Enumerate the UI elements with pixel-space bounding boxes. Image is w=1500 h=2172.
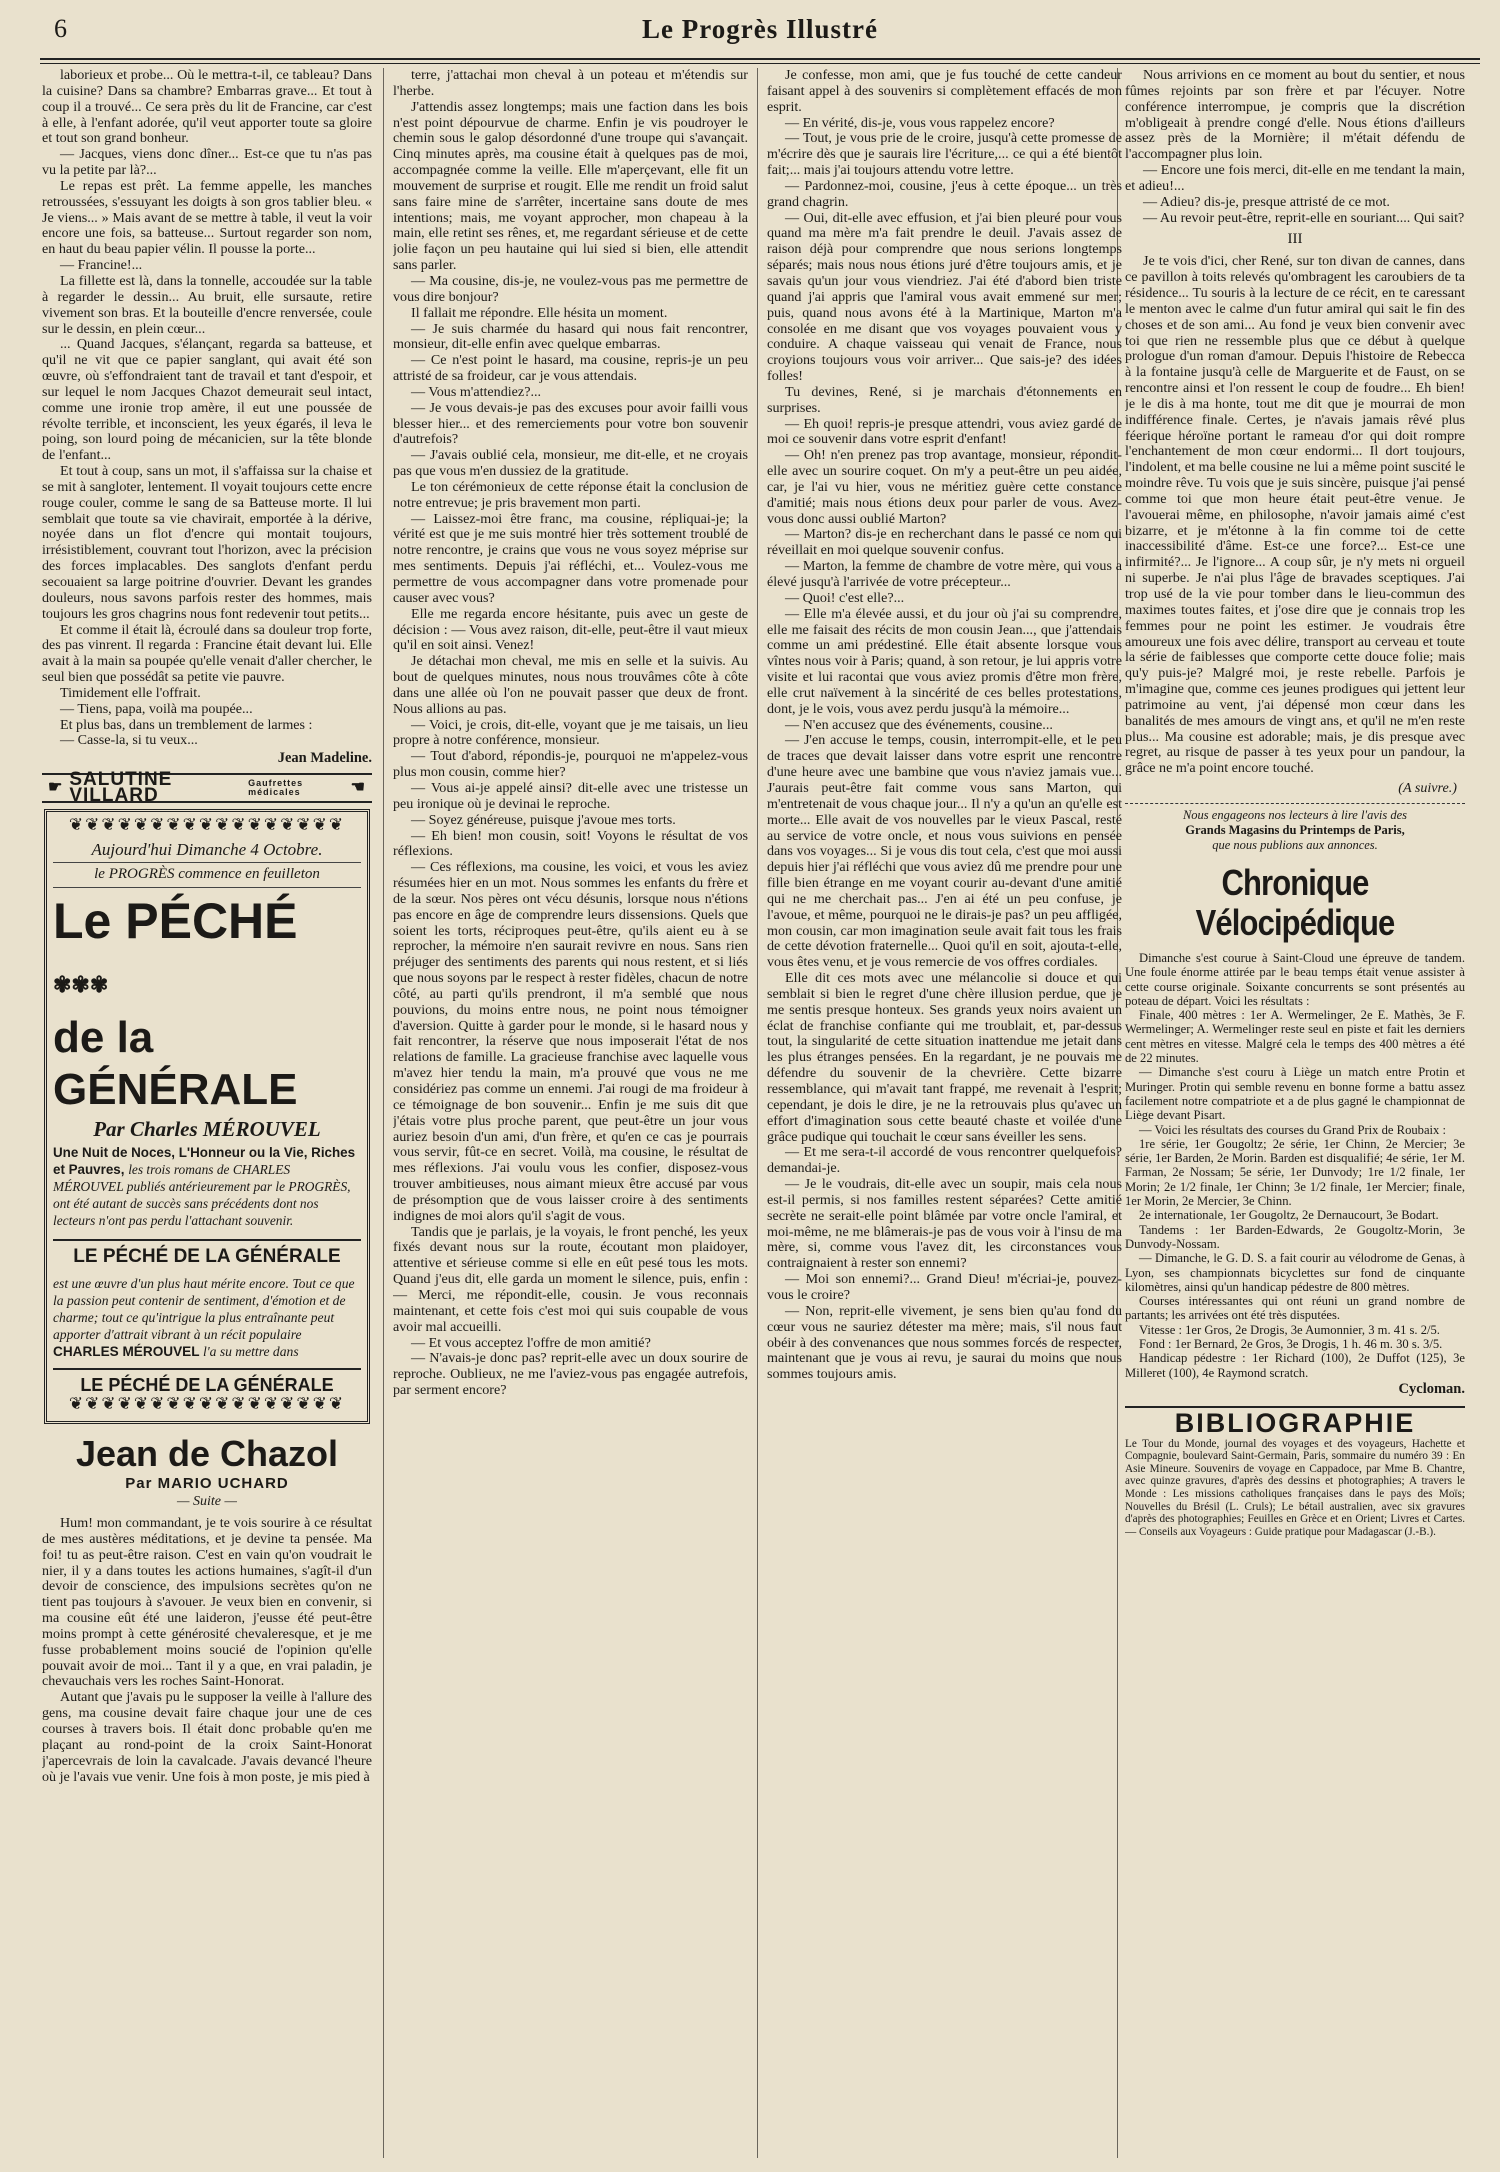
paragraph: Et plus bas, dans un tremblement de larmes : <box>60 716 313 733</box>
column-3 <box>767 68 1122 2163</box>
paragraph: 2e internationale, 1er Gougoltz, 2e Dernaucourt, 3e Bodart. <box>1139 1208 1439 1223</box>
paragraph: — N'en accusez que des événements, cousine... <box>785 716 1053 733</box>
paragraph: — Casse-la, si tu veux... <box>60 732 198 749</box>
feuilleton-suite: — Suite — <box>177 1494 237 1510</box>
feuilleton-text-end <box>1125 68 1465 226</box>
paragraph: Je confesse, mon ami, que je fus touché de cette candeur faisant appel à des souvenirs si complètement effacés de mon esprit. <box>767 68 1122 115</box>
paragraph: — Dimanche s'est couru à Liège un match entre Protin et Muringer. Protin qui semble revenu en bonne forme a battu assez facilement notre compatriote et a de plus gagné le championnat de Liège devant Pisart. <box>1125 1065 1465 1123</box>
page-header <box>40 14 1480 54</box>
paragraph: — Marton? dis-je en recherchant dans le passé ce nom qui réveillait en moi quelque souvenir confus. <box>767 526 1122 559</box>
paragraph: Tandis que je parlais, je la voyais, le front penché, les yeux fixés devant nous sur la route, écoutant mon plaidoyer, attentive et sérieuse comme si elle en eût pesé tous les mots. Quand j'eus dit, elle garda un moment le silence, puis, enfin : — Merci, me répondit-elle, cousin. Je vous reconnais maintenant, et cette fois c'est moi qui suis coupable de vous avoir mal accueilli. <box>393 1223 748 1335</box>
ad-quote-text: est une œuvre d'un plus haut mérite encore. Tout ce que la passion peut contenir de sentiment, d'émotion et de charme; tout ce qu'intrigue la plus entraînante peut apporter d'attrait vibrant à un récit populaire <box>53 1275 355 1342</box>
paragraph: — Quoi! c'est elle?... <box>785 589 905 606</box>
ornament-border: ❦❦❦❦❦❦❦❦❦❦❦❦❦❦❦❦❦ <box>68 815 346 835</box>
to-be-continued: (A suivre.) <box>1398 780 1457 797</box>
paragraph: — Oh! n'en prenez pas trop avantage, monsieur, répondit-elle avec un sourire coquet. On m'y a peut-être un peu aidée, car, je l'ai vu hier, vous ne méritiez guère cette constance d'amitié; mais nous étions deux pour parler de vous. Avez-vous donc aussi oublié Marton? <box>767 447 1122 527</box>
column-1 <box>42 68 372 2163</box>
notice-italic: Nous engageons nos lecteurs à lire l'avis des <box>1182 807 1408 822</box>
chronique-title: Chronique Vélocipédique <box>1195 861 1395 943</box>
paragraph: — Je suis charmée du hasard qui nous fait rencontrer, monsieur, dit-elle enfin avec quelque embarras. <box>393 320 748 353</box>
paragraph: Handicap pédestre : 1er Richard (100), 2e Duffot (125), 3e Milleret (100), 4e Raymond scratch. <box>1125 1351 1465 1380</box>
ad-quote-end: l'a su mettre dans <box>202 1343 299 1359</box>
paragraph: — Laissez-moi être franc, ma cousine, répliquai-je; la vérité est que je me suis montré hier très sottement troublé de notre rencontre, je crains que vous ne vous soyez méprise sur mes sentiments. Depuis j'ai réfléchi, et... Voulez-vous me permettre de vous accompagner dans votre promenade pour causer avec vous? <box>393 510 748 606</box>
paragraph: — Ma cousine, dis-je, ne voulez-vous pas me permettre de vous dire bonjour? <box>393 272 748 305</box>
paragraph: — Vous ai-je appelé ainsi? dit-elle avec une tristesse un peu ironique où je devinai le reproche. <box>393 779 748 812</box>
paragraph: — Tiens, papa, voilà ma poupée... <box>60 700 253 717</box>
paragraph: Et comme il était là, écroulé dans sa douleur trop forte, des pas vinrent. Il regarda : Francine était devant lui. Elle avait à la main sa poupée qu'elle venait d'aller chercher, le seul bien que possédât sa petite vie pauvre. <box>42 621 372 686</box>
paragraph: — Encore une fois merci, dit-elle en me tendant la main, et adieu!... <box>1125 162 1465 194</box>
paragraph: Nous arrivions en ce moment au bout du sentier, et nous fûmes rejoints par son frère et par l'écuyer. Notre conférence interrompue, je compris que la discrétion m'obligeait à prendre congé d'elle. Nous étions d'ailleurs assez près de la Mornière; il m'était défendu de l'accompagner plus loin. <box>1125 68 1465 163</box>
paragraph: Il fallait me répondre. Elle hésita un moment. <box>411 304 668 321</box>
column-2 <box>393 68 748 2163</box>
paragraph: — Je le voudrais, dit-elle avec un soupir, mais cela nous est-il permis, si nos familles restent séparées? Cette amitié secrète ne serait-elle point blâmée par votre oncle l'amiral, et moi-même, ne me blâmerais-je pas de vous voir à l'insu de ma mère, si, comme vous l'avez dit, les circonstances vous contraignaient à rester son ennemi? <box>767 1176 1122 1272</box>
paragraph: Je détachai mon cheval, me mis en selle et la suivis. Au bout de quelques minutes, nous nous trouvâmes côte à côte dans une allée où l'on ne pouvait passer que deux de front. Nous allions au pas. <box>393 653 748 717</box>
story-signature: Jean Madeline. <box>277 750 372 767</box>
paragraph: — Marton, la femme de chambre de votre mère, qui vous a élevé jusqu'à l'arrivée de votre précepteur... <box>767 558 1122 590</box>
pointing-hand-icon: ☚ <box>350 779 366 797</box>
bibliographie-text: Le Tour du Monde, journal des voyages et des voyageurs, Hachette et Compagnie, boulevard Saint-Germain, Paris, sommaire du numéro 39 : En Asie Mineure. Souvenirs de voyage en Cappadoce, par Mme B. Chantre, avec quinze gravures, d'après des dessins et photographies; A travers le Monde : Les missions catholiques françaises dans le pays des Moïs; Nouvelles du Brésil (L. Cruls); Le bétail australien, avec six gravures d'après des photographies; Feuilles en Grèce et en Orient; Livres et Cartes. — Conseils aux Voyageurs : Guide pratique pour Madagascar (J.-B.). <box>1125 1437 1465 1538</box>
paragraph: — Jacques, viens donc dîner... Est-ce que tu n'as pas vu la petite par là?... <box>42 146 372 179</box>
paragraph: — Au revoir peut-être, reprit-elle en souriant.... Qui sait? <box>1143 209 1465 226</box>
ornament-icon: ✾✾✾ <box>53 971 109 997</box>
paragraph: Le ton cérémonieux de cette réponse était la conclusion de notre entrevue; je pris bravement mon parti. <box>393 478 748 511</box>
paragraph: — Tout, je vous prie de le croire, jusqu'à cette promesse de m'écrire dès que je saurais lire l'écriture,... ce qui a été bientôt fait;... mais j'ai toujours attendu votre lettre. <box>767 130 1122 179</box>
paragraph: Finale, 400 mètres : 1er A. Wermelinger, 2e E. Mathès, 3e F. Wermelinger; A. Wermelinger reste seul en piste et fait les derniers cent mètres en vitesse. Malgré cela le temps des 400 mètres a été de 22 minutes. <box>1125 1008 1465 1066</box>
paragraph: — Tout d'abord, répondis-je, pourquoi ne m'appelez-vous plus mon cousin, comme hier? <box>393 748 748 781</box>
paragraph: — Francine!... <box>60 257 143 274</box>
paragraph: Le repas est prêt. La femme appelle, les manches retroussées, s'essuyant les doigts à son gros tablier bleu. « Je viens... » Mais avant de se mettre à table, il veut la voir encore une fois, sa batteuse... Surtout regarder son nom, en haut du beau papier vélin. Il pousse la porte... <box>42 177 372 258</box>
column-4 <box>1125 68 1465 2163</box>
paragraph: — Dimanche, le G. D. S. a fait courir au vélodrome de Genas, à Lyon, ses championnats bicyclettes sur fond de cinquante kilomètres, ainsi qu'un handicap pédestre de 800 mètres. <box>1125 1251 1465 1294</box>
paragraph: J'attendis assez longtemps; mais une faction dans les bois n'est point dépourvue de charme. Enfin je vis poudroyer le chemin sous le galop désordonné d'une troupe qui s'avançait. Cinq minutes après, ma cousine était à quelques pas de moi, accompagnée comme la veille. Elle m'aperçevant, elle fit un mouvement de surprise et rougit. Elle me rendit un froid salut sans faire mine de s'arrêter, incertaine sans doute de mes intentions; mais, me voyant approcher, mon chapeau à la main, elle retint ses rênes, et, me regardant sérieuse et de cette jolie façon un peu hautaine qui lui sied si bien, elle attendit sans parler. <box>393 98 748 274</box>
newspaper-title: Le Progrès Illustré <box>642 14 878 44</box>
story-text <box>42 68 372 749</box>
paragraph: — En vérité, dis-je, vous vous rappelez encore? <box>785 114 1055 131</box>
salutine-small-label: Gaufrettes médicales <box>248 778 304 798</box>
ad-body-bold: Une Nuit de Noces, L'Honneur ou la Vie, Riches et Pauvres, <box>53 1144 356 1177</box>
paragraph: — Voici les résultats des courses du Grand Prix de Roubaix : <box>1139 1122 1446 1137</box>
paragraph: Dimanche s'est courue à Saint-Cloud une épreuve de tandem. Une foule énorme attirée par le beau temps était venue assister à cette course originale. Soixante concurrents se sont présentés au poteau de départ. Voici les résultats : <box>1125 950 1465 1008</box>
pointing-hand-icon: ☛ <box>48 779 64 797</box>
paragraph: — Je vous devais-je pas des excuses pour avoir failli vous blesser hier... et des remerciements pour votre bon souvenir d'autrefois? <box>393 399 748 448</box>
ad-date: Aujourd'hui Dimanche 4 Octobre. <box>91 840 323 860</box>
paragraph: — N'avais-je donc pas? reprit-elle avec un doux sourire de reproche. Oublieux, ne me l'aviez-vous pas engagée autrefois, par serment encore? <box>393 1350 748 1399</box>
paragraph: Et tout à coup, sans un mot, il s'affaissa sur la chaise et se mit à sangloter, lentement. Il voyait toujours cette encre rouge couler, comme le sang de sa Batteuse morte. Il lui semblait que toute sa vie chavirait, emportée à la dérive, noyée dans un flot d'encre qui montait toujours, irrésistiblement, couvrant tout l'horizon, avec la précision des forces implacables. Des sanglots d'enfant perdu secouaient sa large poitrine d'ouvrier. Devant les grandes douleurs, nous savons parfois rester des hommes, mais toujours les gros chagrins nous font redevenir tout petits... <box>42 463 372 622</box>
paragraph: — Vous m'attendiez?... <box>411 383 542 400</box>
paragraph: — Non, reprit-elle vivement, je sens bien qu'au fond du cœur vous ne sauriez détester ma mère; mais, s'il nous faut obéir à des convenances que nous sommes forcés de respecter, maintenant que je vous ai revu, je saurai du moins que nous sommes toujours amis. <box>767 1302 1122 1383</box>
paragraph: — Adieu? dis-je, presque attristé de ce mot. <box>1143 193 1390 210</box>
printemps-notice <box>1125 803 1465 853</box>
paragraph: — Voici, je crois, dit-elle, voyant que je me taisais, un lieu propre à notre conférence, monsieur. <box>393 716 748 749</box>
ad-title-line2: de la GÉNÉRALE <box>53 1012 298 1114</box>
chapter-number: III <box>1287 231 1303 248</box>
feuilleton-author: Par MARIO UCHARD <box>125 1475 289 1493</box>
paragraph: — J'en accuse le temps, cousin, interrompit-elle, et le peu de traces que devait laisser dans votre esprit une rencontre d'une heure avec une bambine que vous n'aviez jamais vue... J'aurais peut-être fait comme vous sans Marton, qui m'entretenait de vous chaque jour... Il n'y a qu'un an qu'elle est morte... Elle avait de vos nouvelles par le vieux Pascal, resté au service de votre oncle, et nous vous suivions en pensée dans vos voyages... Si je vous dis tout cela, c'est que moi aussi depuis hier j'ai réfléchi que vous aviez dû me prendre pour une fille bien étrange en me voyant courir au-devant d'une amitié qui ne me cherchait pas... J'en ai été un peu confuse, je l'avoue, et même, pourquoi ne le dirais-je pas? un peu affligée, mon cousin, car mon imagination seule avait fait tous les frais de cette dévotion fraternelle... Quoi qu'il en soit, ajouta-t-elle, vous êtes venu, et je vous remercie de vos offres cordiales. <box>767 732 1122 971</box>
notice-bold: Grands Magasins du Printemps de Paris, <box>1185 822 1405 837</box>
paragraph: Elle me regarda encore hésitante, puis avec un geste de décision : — Vous avez raison, dit-elle, peut-être il vaut mieux qu'il en soit ainsi. Venez! <box>393 605 748 654</box>
ornament-border: ❦❦❦❦❦❦❦❦❦❦❦❦❦❦❦❦❦ <box>68 1394 346 1414</box>
salutine-label: SALUTINE VILLARD <box>69 769 173 807</box>
feuilleton-chapter-text <box>1125 254 1465 777</box>
paragraph: terre, j'attachai mon cheval à un poteau et m'étendis sur l'herbe. <box>393 68 748 99</box>
paragraph: ... Quand Jacques, s'élançant, regarda sa batteuse, et qu'il ne vit que ce papier sanglant, qui avait été son œuvre, où s'effondraient tant de travail et tant d'espoir, et sur lequel le nom Jacques Chazot demeurait seul intact, comme une ironie trop amère, il eut une poussée de révolte terrible, et inconscient, les yeux égarés, il leva le poing, son lourd poing de mécanicien, sur la tête blonde de l'enfant... <box>42 336 372 464</box>
chronique-signature: Cycloman. <box>1398 1380 1465 1397</box>
paragraph: Elle dit ces mots avec une mélancolie si douce et qui semblait si bien le regret d'une chère illusion perdue, que je me sentis presque honteux. Ses grands yeux noirs avaient un éclat de franchise confiante qui me troublait, et, par-dessus tout, la singularité de cette situation inattendue me jetait dans les plus étranges pensées. En la regardant, je ne pouvais me défendre du souvenir de la chevrière. Cette bizarre ressemblance, qui m'avait tant frappé, me revenait à l'esprit; cependant, je dois le dire, je ne la retrouvais plus qu'avec un effort d'imagination sous cette beauté chaste et voilée d'une grâce pudique qui touchait le cœur sans éveiller les sens. <box>767 970 1122 1145</box>
paragraph: Courses intéressantes qui ont réuni un grand nombre de partants; les arrivées ont été très disputées. <box>1125 1294 1465 1323</box>
ad-body <box>53 1144 361 1229</box>
paragraph: — Pardonnez-moi, cousine, j'eus à cette époque... un très grand chagrin. <box>767 177 1122 210</box>
paragraph: Tandems : 1er Barden-Edwards, 2e Gougoltz-Morin, 3e Dunvody-Nossam. <box>1125 1222 1465 1251</box>
ad-feuilleton-line: le PROGRÈS commence en feuilleton <box>53 862 361 888</box>
header-rule-thin <box>40 63 1480 64</box>
feuilleton-text <box>42 1516 372 1785</box>
column-divider <box>383 68 384 2158</box>
ad-repeat-title-2: LE PÉCHÉ DE LA GÉNÉRALE <box>53 1368 361 1394</box>
feuilleton-text-continued <box>393 68 748 1399</box>
paragraph: laborieux et probe... Où le mettra-t-il, ce tableau? Dans la cuisine? Dans sa chambre? Embarras grave... Et tout à coup il a trouvé... Ce sera près du lit de Francine, car c'est à elle, à l'enfant adorée, qu'il veut apporter toute sa gloire et tout son grand bonheur. <box>42 68 372 147</box>
paragraph: — Eh quoi! repris-je presque attendri, vous aviez gardé de moi ce souvenir dans votre esprit d'enfant! <box>767 415 1122 448</box>
ad-body-rest: les trois romans de CHARLES MÉROUVEL publiés antérieurement par le PROGRÈS, ont été autant de succès sans précédents dont nos lecteurs n'ont pas perdu l'attachant souvenir. <box>53 1161 351 1228</box>
ad-title-text1: Le PÉCHÉ <box>53 892 298 949</box>
paragraph: — Et me sera-t-il accordé de vous rencontrer quelquefois? demandai-je. <box>767 1144 1122 1177</box>
paragraph: Vitesse : 1er Gros, 2e Drogis, 3e Aumonnier, 3 m. 41 s. 2/5. <box>1139 1322 1440 1337</box>
paragraph: — Ce n'est point le hasard, ma cousine, repris-je un peu attristé de sa froideur, car je vous attendais. <box>393 352 748 385</box>
paragraph: — Ces réflexions, ma cousine, les voici, et vous les aviez résumées hier en un mot. Nous sommes les enfants du frère et de la sœur. Nos pères ont vécu désunis, lorsque nous n'étions pas encore en âge de comprendre leurs dissensions. Quels que soient les torts, réciproques peut-être, qu'ils aient eu à se reprocher, la mémoire n'en saurait revivre en nous. Sans rien préjuger des sentiments des parents qui nous restent, et si liés que nous soyons par le respect à rester fidèles, chacun de notre côté, au parti qu'ils prendront, il m'a semblé que nous pouvions, du moins entre nous, ne point nous témoigner d'aversion. Quitte à garder pour le monde, si le hasard nous y fait rencontrer, la réserve que nous imposerait l'état de nos relations de famille. La gracieuse franchise avec laquelle vous m'avez hier tendu la main, m'a prouvé que vous ne me considériez pas comme un ennemi. J'ai rougi de ma froideur à ce témoignage de bon souvenir... Enfin je me suis dit que j'étais votre plus proche parent, que peut-être un jour vous auriez besoin d'un ami, d'un frère, et qu'en ce cas je pourrais vous servir, fût-ce en secret. Voilà, ma cousine, le résultat de mes réflexions. J'ai voulu vous les confier, disposez-vous trouver ambitieuses, nous aimant mieux être accusé par vous de présomption que de vous laisser croire à des sentiments indignes de moi alors qu'il s'agit de vous. <box>393 859 748 1224</box>
feuilleton-advertisement <box>44 809 370 1424</box>
chronique-text <box>1125 951 1465 1380</box>
paragraph: — Moi son ennemi?... Grand Dieu! m'écriai-je, pouvez-vous le croire? <box>767 1271 1122 1303</box>
ad-quote-author: CHARLES MÉROUVEL <box>53 1343 200 1359</box>
paragraph: Autant que j'avais pu le supposer la veille à l'allure des gens, ma cousine devait faire chaque jour une de ces courses à travers bois. Il était donc probable qu'en me plaçant au rond-point de la croix Saint-Honorat j'apercevrais de loin la cavalcade. J'avais devancé l'heure où je l'avais vue venir. Une fois à mon poste, je mis pied à <box>42 1689 372 1785</box>
paragraph: — Elle m'a élevée aussi, et du jour où j'ai su comprendre, elle me faisait des récits de mon cousin Jean..., que j'attendais comme un ami prédestiné. Elle était absente lorsque vous vîntes nous voir à Paris; quand, à son retour, je lui appris votre visite et lui racontai que vous aviez promis d'être mon frère, elle crut naïvement à la sincérité de ces belles protestations, dont, je le vois, vous avez perdu jusqu'à la mémoire... <box>767 605 1122 717</box>
salutine-ad <box>42 769 372 807</box>
paragraph: — Et vous acceptez l'offre de mon amitié? <box>411 1334 651 1351</box>
paragraph: Timidement elle l'offrait. <box>60 684 201 701</box>
paragraph: — Eh bien! mon cousin, soit! Voyons le résultat de vos réflexions. <box>393 827 748 860</box>
paragraph: Hum! mon commandant, je te vois sourire à ce résultat de mes austères méditations, et je devine ta pensée. Ma foi! tu as peut-être raison. C'est en vain qu'on voudrait le nier, il y a dans toutes les actions humaines, s'agît-il d'un devoir de conscience, des impulsions secrètes qu'on ne tient pas toujours à s'avouer. Je veux bien en convenir, si ma cousine eût été une laideron, j'eusse été peut-être moins prompt à cette générosité chevaleresque, et je me fusse probablement moins soucié de l'opinion qu'elle pouvait avoir de moi... Tant il y a que, en vrai paladin, je chevauchais vers les roches Saint-Honorat. <box>42 1515 372 1690</box>
paragraph: Tu devines, René, si je marchais d'étonnements en surprises. <box>767 383 1122 416</box>
paragraph: Fond : 1er Bernard, 2e Gros, 3e Drogis, 1 h. 46 m. 30 s. 3/5. <box>1139 1336 1443 1351</box>
ad-title-line1 <box>53 894 361 1012</box>
column-divider <box>757 68 758 2158</box>
ad-author: Par Charles MÉROUVEL <box>93 1116 321 1141</box>
ad-repeat-title: LE PÉCHÉ DE LA GÉNÉRALE <box>53 1239 361 1265</box>
paragraph: 1re série, 1er Gougoltz; 2e série, 1er Chinn, 2e Mercier; 3e série, 1er Barden, 2e Morin. Barden est disqualifié; 4e série, 1er M. Farman, 2e Nossam; 5e série, 1er Dunvody; 1re 1/2 finale, 1er Morin; 2e 1/2 finale, 1er Chinn; 3e 1/2 finale, 1er Mercier; finale, 1er Morin, 2e Mercier, 3e Chinn. <box>1125 1136 1465 1209</box>
bibliographie-title: BIBLIOGRAPHIE <box>1125 1406 1465 1432</box>
paragraph: — Oui, dit-elle avec effusion, et j'ai bien pleuré pour vous quand ma mère m'a fait prendre le deuil. J'avais assez de raison déjà pour comprendre que nous serions longtemps séparés; mais nous nous étions juré d'être toujours amis, et je savais qu'un jour vous viendriez. J'ai été d'abord bien triste quand j'ai appris que l'amiral vous avait emmené sur mer; puis, quand nous avons été à la Martinique, Marton m'a consolée en me disant que vos voyages pouvaient vous y conduire. A chaque vaisseau qui venait de France, nous croyions toujours vous voir arriver... Que sais-je? des idées folles! <box>767 209 1122 385</box>
paragraph: — Soyez généreuse, puisque j'avoue mes torts. <box>411 811 676 828</box>
paragraph: La fillette est là, dans la tonnelle, accoudée sur la table à regarder le dessin... Au bruit, elle sursaute, retire vivement son bras. Et la bouteille d'encre renversée, coule sur le dessin, en plein cœur... <box>42 272 372 337</box>
header-rule <box>40 58 1480 60</box>
feuilleton-text-continued <box>767 68 1122 1383</box>
feuilleton-title: Jean de Chazol <box>75 1433 339 1475</box>
paragraph: — J'avais oublié cela, monsieur, me dit-elle, et ne croyais pas que vous m'en dussiez de la gratitude. <box>393 447 748 480</box>
paragraph: Je te vois d'ici, cher René, sur ton divan de cannes, dans ce pavillon à toits relevés qu'ombragent les caroubiers de ta résidence... Tu souris à la lecture de ce récit, en te caressant le menton avec le calme d'un futur amiral qui sait le fin des choses et de son ami... Au fond je veux bien convenir avec toi que rien ne ressemble plus que ce début à quelque prologue d'un roman d'amour. Depuis l'histoire de Rebecca à la fontaine jusqu'à celle de Marguerite et de Faust, on se rencontre ainsi et l'on ressent le coup de foudre... Eh bien! je le dis à ma honte, tout me dit que je mourrai de mon indifférence finale. Certes, je n'avais jamais rêvé plus féerique héroïne portant le rameau d'or qui doit rompre l'enchantement de mon cœur endormi... Il dort toujours, l'indolent, et ma belle cousine ne lui a même point suscité le moindre rêve. Tu vois que je suis sincère, puisque j'ai pensé comme toi que mon heure était peut-être venue. Je l'avouerai même, en philosophe, n'avoir jamais aimé c'est bizarre, et je m'étonne à la fin comme toi de cette inaccessibilité d'âme. Est-ce une force?... Est-ce une infirmité?... Je l'ignore... A coup sûr, je n'y mets ni orgueil ni superbe. Je n'ai plus l'âge de bravades sceptiques. J'ai trop usé de la vie pour tomber dans le lieu-commun des maximes toutes faites, et j'ose dire que je connais trop les femmes pour ne point les estimer. Je voudrais être amoureux une fois avec délire, transport au cerveau et toute la série de faiblesses que comporte cette douce folie; mais qu'y puis-je? Malgré moi, je reste rebelle. Parfois je m'imagine que, comme ces jeunes prodigues qui jettent leur patrimoine au vent, j'ai dépensé mon cœur dans les banalités de mes amours de vingt ans, et qu'il ne m'en reste plus... Ma cousine est adorable; mais, je dis presque avec regret, au risque de passer à tes yeux pour un pandour, la grâce ne m'a point encore touché. <box>1125 253 1465 777</box>
notice-end: que nous publions aux annonces. <box>1212 837 1378 852</box>
ad-quote <box>53 1275 361 1360</box>
page-number: 6 <box>54 14 67 43</box>
